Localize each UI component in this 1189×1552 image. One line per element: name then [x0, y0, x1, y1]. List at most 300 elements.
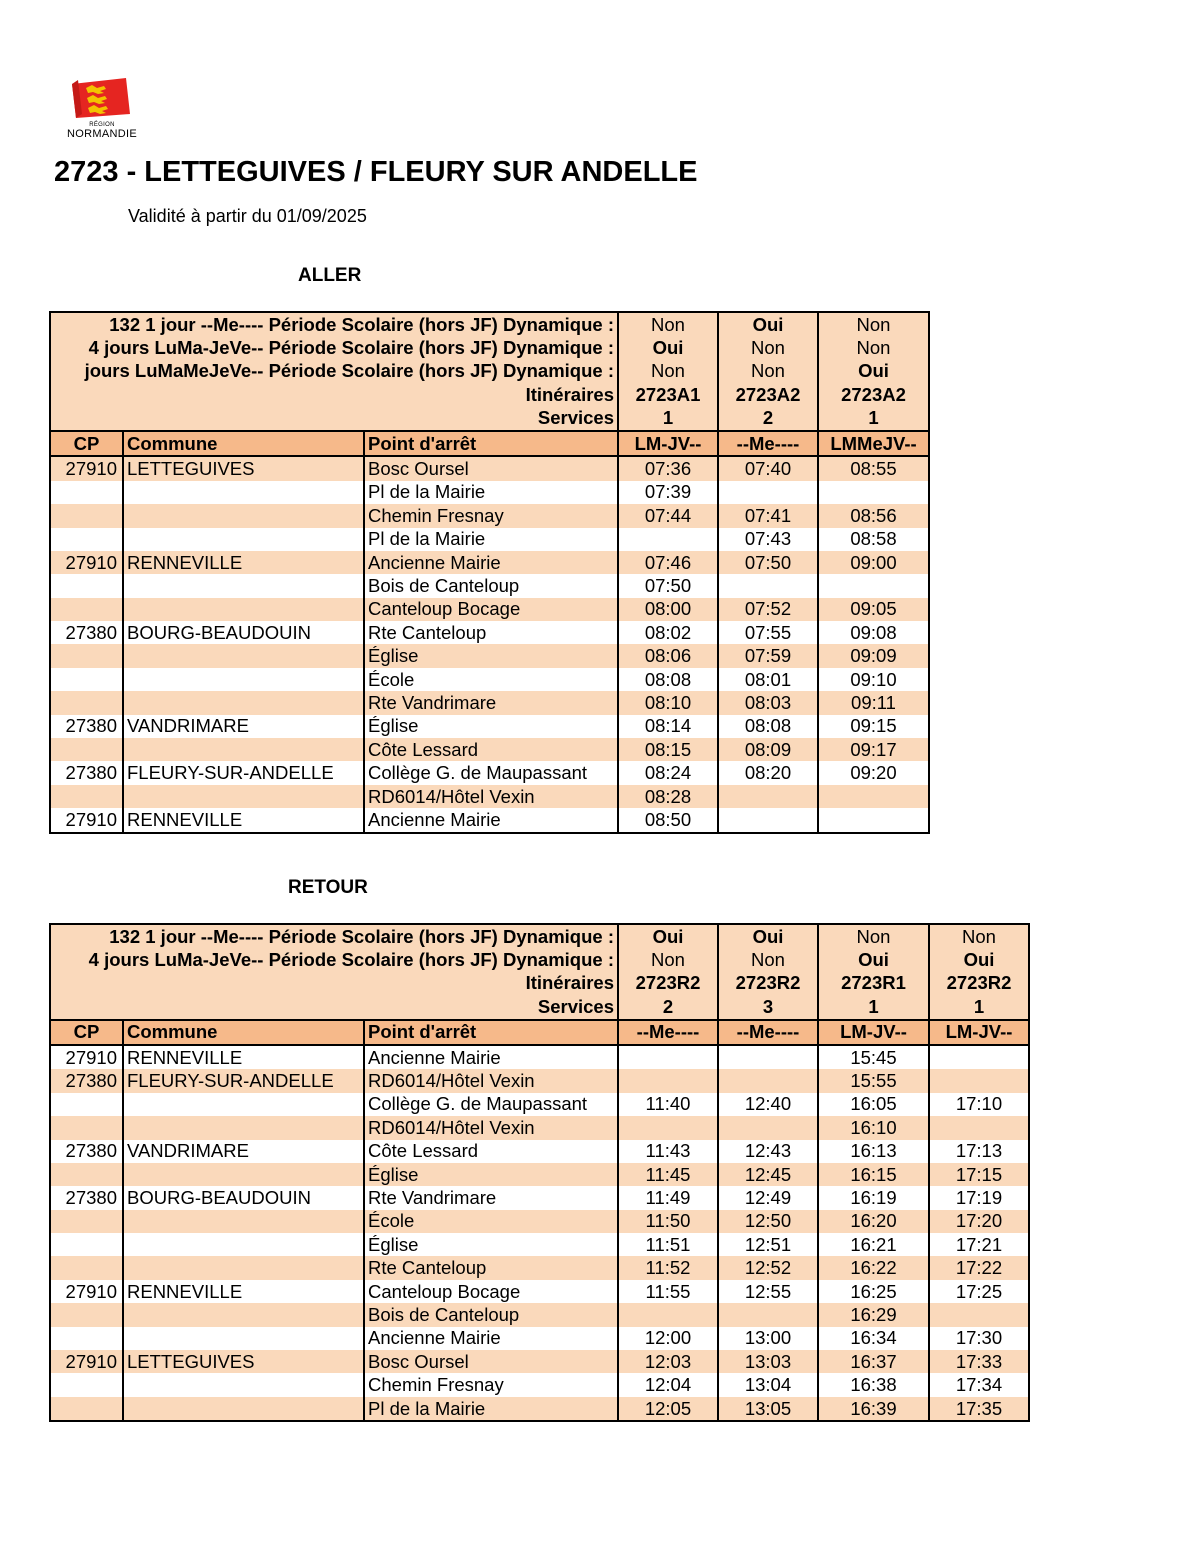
cell-time: 17:35 [929, 1397, 1029, 1421]
cell-time: 09:05 [818, 598, 929, 621]
cell-time [618, 528, 718, 551]
cell-time: 08:20 [718, 761, 818, 784]
validity-date: Validité à partir du 01/09/2025 [128, 206, 367, 226]
cell-time: 07:39 [618, 481, 718, 504]
cell-time: 12:45 [718, 1163, 818, 1186]
cell-commune: BOURG-BEAUDOUIN [123, 621, 364, 644]
table-row [50, 1397, 1029, 1421]
cell-commune [123, 644, 364, 667]
table-row [50, 1303, 1029, 1326]
cell-cp: 27380 [50, 1069, 123, 1092]
cell-commune [123, 504, 364, 527]
table-row [50, 668, 929, 691]
table-row [50, 644, 929, 667]
cell-stop: Église [364, 644, 618, 667]
table-row [50, 456, 929, 480]
cell-time: 08:10 [618, 691, 718, 714]
column-cp: CP [50, 431, 123, 456]
cell-cp [50, 1327, 123, 1350]
cell-commune [123, 528, 364, 551]
cell-time: 11:40 [618, 1093, 718, 1116]
cell-time: 07:36 [618, 456, 718, 480]
cell-stop: Église [364, 715, 618, 738]
cell-time [818, 574, 929, 597]
cell-cp [50, 668, 123, 691]
aller-header-value: Non [718, 336, 818, 359]
cell-time: 07:41 [718, 504, 818, 527]
cell-cp: 27910 [50, 456, 123, 480]
cell-time: 09:00 [818, 551, 929, 574]
cell-commune: RENNEVILLE [123, 1045, 364, 1069]
retour-header-value: 2723R1 [818, 972, 929, 995]
table-row [50, 1327, 1029, 1350]
cell-stop: Côte Lessard [364, 1140, 618, 1163]
table-row [50, 1093, 1029, 1116]
cell-stop: Ancienne Mairie [364, 551, 618, 574]
cell-stop: Rte Vandrimare [364, 691, 618, 714]
cell-time: 09:08 [818, 621, 929, 644]
aller-column-header [50, 431, 929, 456]
cell-time: 08:08 [718, 715, 818, 738]
table-row [50, 1210, 1029, 1233]
cell-commune: RENNEVILLE [123, 1280, 364, 1303]
cell-time [718, 808, 818, 832]
cell-time: 16:21 [818, 1233, 929, 1256]
aller-timetable [49, 311, 930, 834]
cell-time: 17:10 [929, 1093, 1029, 1116]
aller-header-value: Oui [718, 312, 818, 336]
retour-header-value: 3 [718, 995, 818, 1019]
cell-time: 07:44 [618, 504, 718, 527]
cell-time: 12:51 [718, 1233, 818, 1256]
cell-stop: RD6014/Hôtel Vexin [364, 1116, 618, 1139]
cell-time: 17:25 [929, 1280, 1029, 1303]
cell-stop: Pl de la Mairie [364, 528, 618, 551]
cell-time: 16:15 [818, 1163, 929, 1186]
retour-header-value: 1 [929, 995, 1029, 1019]
cell-time: 17:33 [929, 1350, 1029, 1373]
cell-time [618, 1116, 718, 1139]
cell-time: 08:03 [718, 691, 818, 714]
cell-cp [50, 1373, 123, 1396]
cell-commune [123, 1373, 364, 1396]
cell-cp [50, 481, 123, 504]
cell-time [929, 1045, 1029, 1069]
retour-header-value: Non [929, 924, 1029, 948]
retour-header-label: Itinéraires [50, 972, 618, 995]
cell-cp: 27910 [50, 808, 123, 832]
cell-time: 12:49 [718, 1186, 818, 1209]
retour-header-value: 2723R2 [929, 972, 1029, 995]
cell-time: 11:55 [618, 1280, 718, 1303]
table-row [50, 808, 929, 832]
cell-time [618, 1303, 718, 1326]
aller-header-row [50, 336, 929, 359]
cell-time: 07:50 [618, 574, 718, 597]
cell-time [818, 808, 929, 832]
cell-time [929, 1069, 1029, 1092]
cell-cp [50, 1397, 123, 1421]
column-days: LM-JV-- [818, 1020, 929, 1045]
cell-stop: Église [364, 1233, 618, 1256]
cell-time [718, 1303, 818, 1326]
cell-time: 08:09 [718, 738, 818, 761]
cell-stop: Canteloup Bocage [364, 1280, 618, 1303]
retour-header-row [50, 995, 1029, 1019]
cell-cp [50, 574, 123, 597]
table-row [50, 504, 929, 527]
cell-cp [50, 598, 123, 621]
retour-header-label: Services [50, 995, 618, 1019]
cell-time: 07:40 [718, 456, 818, 480]
cell-cp [50, 644, 123, 667]
cell-cp [50, 785, 123, 808]
cell-time: 08:00 [618, 598, 718, 621]
aller-header-value: 1 [618, 407, 718, 431]
cell-time [718, 1116, 818, 1139]
cell-time: 07:46 [618, 551, 718, 574]
column-commune: Commune [123, 431, 364, 456]
cell-stop: Pl de la Mairie [364, 481, 618, 504]
retour-header-value: Oui [818, 948, 929, 971]
retour-header-row [50, 948, 1029, 971]
section-aller-title: ALLER [298, 265, 362, 286]
cell-time: 09:17 [818, 738, 929, 761]
aller-header-row [50, 360, 929, 383]
cell-time: 12:03 [618, 1350, 718, 1373]
cell-time: 07:43 [718, 528, 818, 551]
cell-time [718, 1069, 818, 1092]
cell-time: 12:52 [718, 1256, 818, 1279]
cell-time: 08:28 [618, 785, 718, 808]
cell-cp: 27910 [50, 551, 123, 574]
aller-header-value: Non [718, 360, 818, 383]
cell-time: 16:38 [818, 1373, 929, 1396]
retour-column-header [50, 1020, 1029, 1045]
cell-stop: École [364, 668, 618, 691]
cell-time: 12:43 [718, 1140, 818, 1163]
cell-cp: 27380 [50, 761, 123, 784]
cell-commune: FLEURY-SUR-ANDELLE [123, 1069, 364, 1092]
aller-header-value: Oui [818, 360, 929, 383]
cell-time: 11:49 [618, 1186, 718, 1209]
cell-cp [50, 1163, 123, 1186]
retour-header-value: 2723R2 [718, 972, 818, 995]
cell-time: 16:39 [818, 1397, 929, 1421]
table-row [50, 738, 929, 761]
table-row [50, 761, 929, 784]
table-row [50, 1280, 1029, 1303]
aller-header-label: Services [50, 407, 618, 431]
cell-stop: Rte Canteloup [364, 621, 618, 644]
cell-time: 09:10 [818, 668, 929, 691]
retour-header-value: Non [618, 948, 718, 971]
cell-time [618, 1069, 718, 1092]
cell-stop: Église [364, 1163, 618, 1186]
cell-time: 16:22 [818, 1256, 929, 1279]
cell-commune: VANDRIMARE [123, 715, 364, 738]
table-row [50, 1350, 1029, 1373]
retour-header-row [50, 972, 1029, 995]
cell-time: 08:08 [618, 668, 718, 691]
cell-stop: Bosc Oursel [364, 456, 618, 480]
cell-time: 08:55 [818, 456, 929, 480]
aller-header-value: Non [618, 312, 718, 336]
cell-cp [50, 1210, 123, 1233]
aller-header-label: Itinéraires [50, 383, 618, 406]
aller-header-value: 2723A2 [818, 383, 929, 406]
logo-region-name: NORMANDIE [67, 128, 137, 140]
cell-stop: RD6014/Hôtel Vexin [364, 1069, 618, 1092]
cell-time: 16:25 [818, 1280, 929, 1303]
logo-text [60, 122, 144, 140]
table-row [50, 1373, 1029, 1396]
normandie-flag-icon [60, 74, 144, 122]
table-row [50, 481, 929, 504]
cell-stop: Rte Vandrimare [364, 1186, 618, 1209]
retour-header-value: 2 [618, 995, 718, 1019]
retour-header-value: Non [718, 948, 818, 971]
retour-header-value: 2723R2 [618, 972, 718, 995]
cell-stop: Côte Lessard [364, 738, 618, 761]
retour-header-value: 1 [818, 995, 929, 1019]
aller-header-value: Non [818, 336, 929, 359]
cell-time: 09:09 [818, 644, 929, 667]
column-commune: Commune [123, 1020, 364, 1045]
table-row [50, 1233, 1029, 1256]
cell-time [618, 1045, 718, 1069]
aller-header-value: Non [818, 312, 929, 336]
table-row [50, 528, 929, 551]
cell-time: 17:20 [929, 1210, 1029, 1233]
cell-time: 11:52 [618, 1256, 718, 1279]
cell-time: 11:43 [618, 1140, 718, 1163]
retour-header-value: Oui [618, 924, 718, 948]
cell-time: 17:15 [929, 1163, 1029, 1186]
aller-header-row [50, 312, 929, 336]
table-row [50, 691, 929, 714]
column-days: LMMeJV-- [818, 431, 929, 456]
table-row [50, 574, 929, 597]
column-stop: Point d'arrêt [364, 1020, 618, 1045]
cell-stop: Bois de Canteloup [364, 574, 618, 597]
column-days: --Me---- [618, 1020, 718, 1045]
cell-time [818, 481, 929, 504]
cell-stop: Ancienne Mairie [364, 1327, 618, 1350]
cell-commune: LETTEGUIVES [123, 456, 364, 480]
cell-time: 12:04 [618, 1373, 718, 1396]
cell-time: 08:06 [618, 644, 718, 667]
retour-header-value: Oui [718, 924, 818, 948]
cell-commune [123, 668, 364, 691]
cell-cp [50, 1093, 123, 1116]
cell-commune: FLEURY-SUR-ANDELLE [123, 761, 364, 784]
cell-commune [123, 1116, 364, 1139]
cell-cp [50, 1303, 123, 1326]
cell-time: 16:37 [818, 1350, 929, 1373]
cell-time: 09:11 [818, 691, 929, 714]
cell-time: 08:24 [618, 761, 718, 784]
cell-cp: 27380 [50, 715, 123, 738]
table-row [50, 1186, 1029, 1209]
cell-stop: Collège G. de Maupassant [364, 761, 618, 784]
logo-region-small: RÉGION [89, 122, 115, 128]
cell-time: 16:34 [818, 1327, 929, 1350]
cell-stop: Bosc Oursel [364, 1350, 618, 1373]
cell-cp: 27910 [50, 1350, 123, 1373]
cell-time: 09:15 [818, 715, 929, 738]
cell-time: 13:04 [718, 1373, 818, 1396]
cell-cp: 27380 [50, 1140, 123, 1163]
table-row [50, 1140, 1029, 1163]
cell-stop: Ancienne Mairie [364, 808, 618, 832]
cell-time: 09:20 [818, 761, 929, 784]
page-title: 2723 - LETTEGUIVES / FLEURY SUR ANDELLE [54, 156, 698, 188]
aller-header-label: 4 jours LuMa-JeVe-- Période Scolaire (hors JF) Dynamique : [50, 336, 618, 359]
cell-time [718, 574, 818, 597]
retour-timetable [49, 923, 1030, 1422]
cell-commune: RENNEVILLE [123, 551, 364, 574]
cell-time: 16:29 [818, 1303, 929, 1326]
cell-cp: 27910 [50, 1280, 123, 1303]
aller-header-value: Oui [618, 336, 718, 359]
cell-time: 11:45 [618, 1163, 718, 1186]
table-row [50, 1163, 1029, 1186]
cell-time: 16:10 [818, 1116, 929, 1139]
cell-time: 12:55 [718, 1280, 818, 1303]
table-row [50, 715, 929, 738]
cell-time: 17:13 [929, 1140, 1029, 1163]
cell-commune [123, 1093, 364, 1116]
cell-time: 11:51 [618, 1233, 718, 1256]
cell-commune [123, 1397, 364, 1421]
column-days: --Me---- [718, 1020, 818, 1045]
cell-time: 12:40 [718, 1093, 818, 1116]
cell-cp [50, 504, 123, 527]
section-retour-title: RETOUR [288, 877, 368, 898]
cell-time [929, 1303, 1029, 1326]
cell-time [929, 1116, 1029, 1139]
column-days: LM-JV-- [929, 1020, 1029, 1045]
cell-stop: Canteloup Bocage [364, 598, 618, 621]
cell-time: 12:50 [718, 1210, 818, 1233]
cell-stop: Rte Canteloup [364, 1256, 618, 1279]
cell-commune [123, 1163, 364, 1186]
table-row [50, 785, 929, 808]
cell-time: 13:03 [718, 1350, 818, 1373]
cell-cp: 27380 [50, 621, 123, 644]
cell-cp [50, 738, 123, 761]
cell-commune: LETTEGUIVES [123, 1350, 364, 1373]
table-row [50, 1069, 1029, 1092]
cell-cp: 27380 [50, 1186, 123, 1209]
cell-time: 08:01 [718, 668, 818, 691]
cell-time: 12:00 [618, 1327, 718, 1350]
aller-header-value: 2723A1 [618, 383, 718, 406]
cell-time: 16:20 [818, 1210, 929, 1233]
region-normandie-logo [60, 74, 144, 138]
retour-header-value: Oui [929, 948, 1029, 971]
cell-time: 16:05 [818, 1093, 929, 1116]
table-row [50, 621, 929, 644]
cell-time: 08:50 [618, 808, 718, 832]
table-row [50, 1116, 1029, 1139]
cell-time [818, 785, 929, 808]
cell-stop: Pl de la Mairie [364, 1397, 618, 1421]
cell-commune [123, 1256, 364, 1279]
cell-time: 07:52 [718, 598, 818, 621]
retour-header-label: 132 1 jour --Me---- Période Scolaire (hors JF) Dynamique : [50, 924, 618, 948]
table-row [50, 598, 929, 621]
cell-time: 07:55 [718, 621, 818, 644]
cell-time: 15:55 [818, 1069, 929, 1092]
cell-commune [123, 738, 364, 761]
cell-cp [50, 528, 123, 551]
cell-time: 08:58 [818, 528, 929, 551]
aller-header-value: Non [618, 360, 718, 383]
aller-header-value: 2 [718, 407, 818, 431]
cell-time: 11:50 [618, 1210, 718, 1233]
aller-header-value: 1 [818, 407, 929, 431]
aller-header-row [50, 383, 929, 406]
cell-commune [123, 1327, 364, 1350]
cell-time: 16:13 [818, 1140, 929, 1163]
aller-header-value: 2723A2 [718, 383, 818, 406]
retour-header-row [50, 924, 1029, 948]
cell-commune [123, 1303, 364, 1326]
table-row [50, 551, 929, 574]
retour-header-label: 4 jours LuMa-JeVe-- Période Scolaire (hors JF) Dynamique : [50, 948, 618, 971]
cell-time [718, 1045, 818, 1069]
cell-stop: Chemin Fresnay [364, 1373, 618, 1396]
table-row [50, 1045, 1029, 1069]
cell-commune [123, 785, 364, 808]
cell-stop: Bois de Canteloup [364, 1303, 618, 1326]
column-days: --Me---- [718, 431, 818, 456]
retour-header-value: Non [818, 924, 929, 948]
table-row [50, 1256, 1029, 1279]
cell-commune [123, 1210, 364, 1233]
cell-cp: 27910 [50, 1045, 123, 1069]
cell-commune [123, 574, 364, 597]
aller-header-label: 132 1 jour --Me---- Période Scolaire (hors JF) Dynamique : [50, 312, 618, 336]
cell-time: 12:05 [618, 1397, 718, 1421]
cell-time: 16:19 [818, 1186, 929, 1209]
cell-time: 08:02 [618, 621, 718, 644]
cell-time [718, 481, 818, 504]
cell-time: 08:14 [618, 715, 718, 738]
cell-commune [123, 598, 364, 621]
column-stop: Point d'arrêt [364, 431, 618, 456]
column-cp: CP [50, 1020, 123, 1045]
cell-time: 08:56 [818, 504, 929, 527]
cell-commune: VANDRIMARE [123, 1140, 364, 1163]
cell-cp [50, 1233, 123, 1256]
cell-time: 17:30 [929, 1327, 1029, 1350]
cell-time: 08:15 [618, 738, 718, 761]
cell-time: 17:21 [929, 1233, 1029, 1256]
cell-commune [123, 481, 364, 504]
cell-cp [50, 1116, 123, 1139]
cell-stop: Collège G. de Maupassant [364, 1093, 618, 1116]
cell-stop: Ancienne Mairie [364, 1045, 618, 1069]
cell-cp [50, 1256, 123, 1279]
cell-cp [50, 691, 123, 714]
cell-time: 13:05 [718, 1397, 818, 1421]
aller-header-row [50, 407, 929, 431]
cell-commune [123, 1233, 364, 1256]
cell-time: 17:22 [929, 1256, 1029, 1279]
